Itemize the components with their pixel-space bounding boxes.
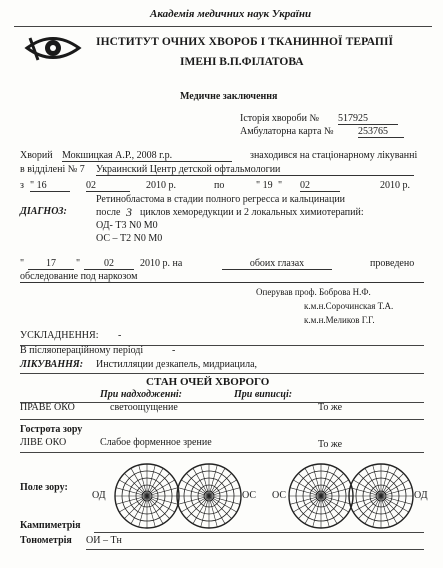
left-eye-admission: Слабое форменное зрение — [100, 437, 212, 448]
procedure-day-close-quote: " — [76, 258, 81, 269]
date-to-prefix: по — [214, 180, 225, 191]
perimetry-meridian — [313, 496, 321, 527]
procedure-day-open-quote: " — [20, 258, 25, 269]
date-to-month: 02 — [300, 180, 340, 192]
field-chart-4-label: ОД — [414, 490, 428, 501]
date-to-day: " 19 — [256, 180, 273, 191]
procedure-day: 17 — [28, 258, 74, 270]
campimetry-label: Кампиметрія — [20, 520, 81, 531]
date-from-year: 2010 р. — [146, 180, 176, 191]
treatment-label: ЛІКУВАННЯ: — [20, 359, 84, 370]
on-discharge-header: При виписці: — [234, 389, 293, 400]
perimetry-meridian — [201, 465, 209, 496]
perimetry-meridian — [209, 496, 240, 504]
left-eye-discharge: То же — [318, 439, 343, 450]
perimetry-meridian — [381, 496, 412, 504]
field-chart-3-label: ОС — [272, 490, 287, 501]
perimetry-meridian — [116, 496, 147, 504]
date-to-quote: " — [278, 180, 283, 191]
diagnosis-line1: Ретинобластома в стадии полного регресса и кальцинации — [96, 194, 346, 205]
perimetry-meridian — [178, 488, 209, 496]
eye-state-title: СТАН ОЧЕЙ ХВОРОГО — [146, 376, 270, 388]
perimetry-meridian — [350, 488, 381, 496]
outpatient-number: 253765 — [358, 126, 404, 138]
diagnosis-cycles-count: 3 — [126, 205, 132, 219]
institute-name-line1: ІНСТИТУТ ОЧНИХ ХВОРОБ І ТКАНИННОЇ ТЕРАПІЇ — [96, 36, 394, 48]
right-eye-discharge: То же — [318, 402, 343, 413]
procedure-month: 02 — [84, 258, 134, 270]
perimetry-meridian — [139, 465, 147, 496]
document-title: Медичне заключення — [180, 91, 278, 102]
left-eye-label: ЛІВЕ ОКО — [20, 437, 67, 448]
date-from-month: 02 — [86, 180, 130, 192]
perimetry-meridian — [321, 465, 329, 496]
perimetry-meridian — [178, 496, 209, 504]
perimetry-meridian — [116, 488, 147, 496]
left-eye-divider — [20, 452, 424, 453]
perimetry-meridian — [373, 465, 381, 496]
treatment-value: Инстилляции дезкапель, мидриацила, — [96, 359, 258, 370]
procedure-eyes: обоих глазах — [222, 258, 332, 270]
diagnosis-os: ОС – Т2 N0 М0 — [96, 233, 163, 244]
visual-field-chart-os-2 — [346, 461, 416, 531]
field-chart-2-label: ОС — [242, 490, 257, 501]
diagnosis-line2-start: после — [96, 207, 121, 218]
treatment-divider — [20, 373, 424, 374]
date-from-prefix: з — [20, 180, 24, 191]
header-divider — [14, 26, 432, 27]
procedure-done: проведено — [370, 258, 415, 269]
institute-name-line2: ІМЕНІ В.П.ФІЛАТОВА — [180, 56, 304, 68]
perimetry-meridian — [209, 496, 217, 527]
perimetry-meridian — [290, 488, 321, 496]
perimetry-meridian — [209, 465, 217, 496]
patient-name: Мокшицкая А.Р., 2008 г.р. — [62, 150, 232, 162]
right-eye-label: ПРАВЕ ОКО — [20, 402, 75, 413]
eye-logo-icon — [24, 33, 82, 63]
perimetry-meridian — [209, 488, 240, 496]
perimetry-meridian — [313, 465, 321, 496]
right-eye-divider — [20, 419, 424, 420]
field-chart-1-label: ОД — [92, 490, 106, 501]
patient-label: Хворий — [20, 150, 53, 161]
department-label: в відділені № 7 — [20, 164, 85, 175]
visual-field-chart-od-1 — [112, 461, 182, 531]
perimetry-meridian — [321, 496, 329, 527]
campimetry-line — [94, 532, 424, 533]
date-from-day: " 16 — [30, 180, 70, 192]
surgeon-assistant-2: к.м.н.Меликов Г.Г. — [304, 315, 375, 325]
diagnosis-od: ОД- Т3 N0 М0 — [96, 220, 158, 231]
perimetry-meridian — [147, 496, 155, 527]
perimetry-meridian — [139, 496, 147, 527]
academy-name: Академія медичних наук України — [150, 8, 312, 20]
surgeon-assistant-1: к.м.н.Сорочинская Т.А. — [304, 301, 394, 311]
outpatient-label: Амбулаторна карта № — [240, 126, 334, 137]
patient-status: знаходився на стаціонарному лікуванні — [250, 150, 418, 161]
procedure-exam: обследование под наркозом — [20, 271, 424, 283]
perimetry-meridian — [147, 465, 155, 496]
diagnosis-label: ДІАГНОЗ: — [20, 206, 67, 217]
department-value: Украинский Центр детской офтальмологии — [96, 164, 414, 176]
procedure-year: 2010 р. на — [140, 258, 183, 269]
perimetry-meridian — [201, 496, 209, 527]
perimetry-meridian — [350, 496, 381, 504]
perimetry-meridian — [290, 496, 321, 504]
visual-field-chart-os-1 — [174, 461, 244, 531]
complications-label: УСКЛАДНЕННЯ: — [20, 330, 99, 341]
right-eye-admission: светоощущение — [110, 402, 178, 413]
perimetry-meridian — [381, 465, 389, 496]
history-label: Історія хвороби № — [240, 113, 320, 124]
eye-state-divider — [20, 402, 424, 403]
perimetry-meridian — [381, 496, 389, 527]
acuity-label: Гострота зору — [20, 424, 83, 435]
history-number: 517925 — [338, 113, 398, 125]
tonometry-label: Тонометрія — [20, 535, 72, 546]
postop-value: - — [172, 345, 176, 356]
complications-value: - — [118, 330, 122, 341]
tonometry-value: ОИ – Тн — [86, 535, 122, 546]
tonometry-line — [86, 549, 424, 550]
diagnosis-line2-end: циклов хеморедукции и 2 локальных химиотерапий: — [140, 207, 364, 218]
perimetry-meridian — [373, 496, 381, 527]
visual-field-label: Поле зору: — [20, 482, 68, 493]
postop-label: В післяопераційному періоді — [20, 345, 144, 356]
on-admission-header: При надходженні: — [100, 389, 182, 400]
perimetry-meridian — [381, 488, 412, 496]
date-to-year: 2010 р. — [380, 180, 410, 191]
surgeon-operated-by: Оперував проф. Боброва Н.Ф. — [256, 287, 371, 297]
